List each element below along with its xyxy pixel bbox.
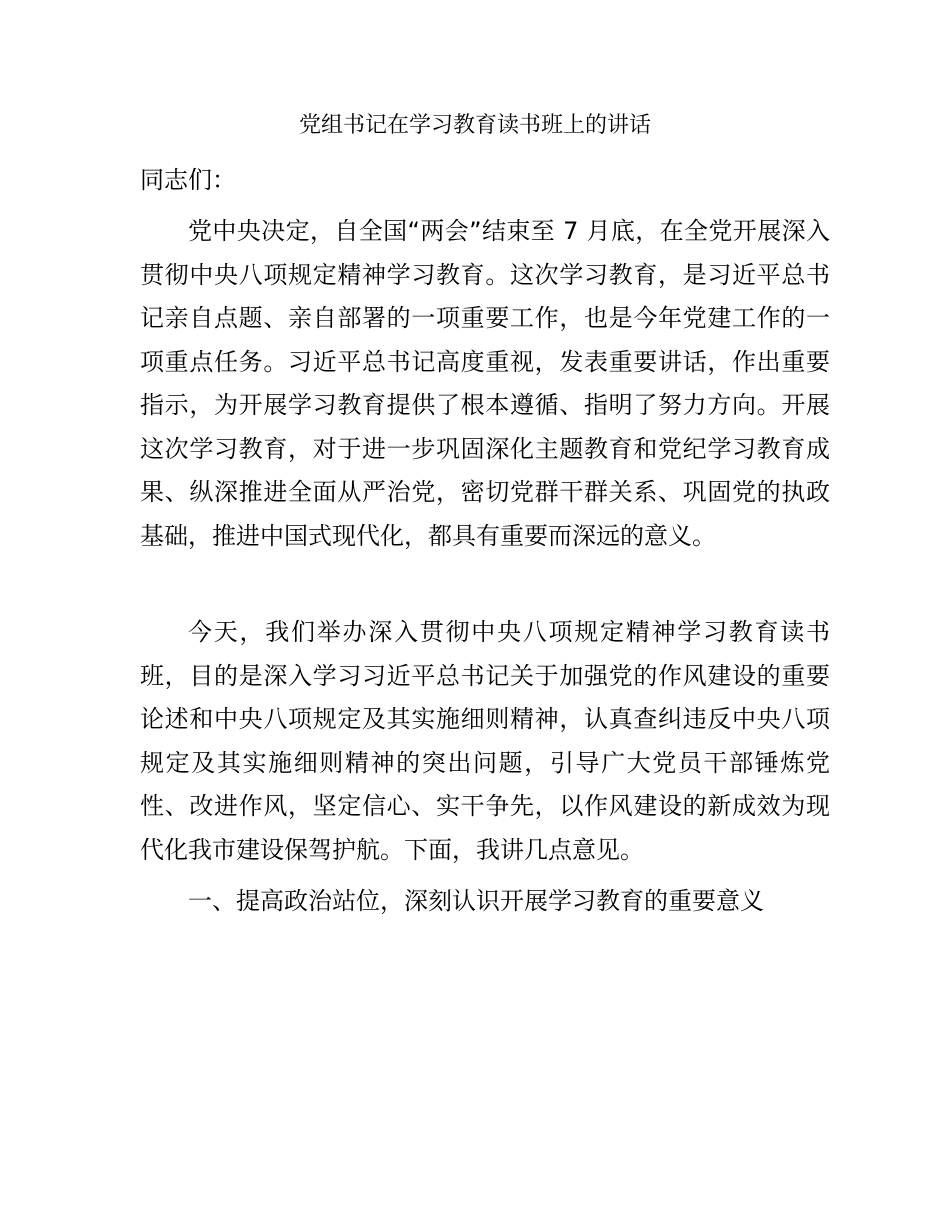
paragraph-1: 党中央决定，自全国“两会”结束至 7 月底，在全党开展深入贯彻中央八项规定精神学习教育。这次学习教育，是习近平总书记亲自点题、亲自部署的一项重要工作，也是今年党建工作的一项重点任务。习近平总书记高度重视，发表重要讲话，作出重要指示，为开展学习教育提供了根本遵循、指明了努力方向。开展这次学习教育，对于进一步巩固深化主题教育和党纪学习教育成果、纵深推进全面从严治党，密切党群干群关系、巩固党的执政基础，推进中国式现代化，都具有重要而深远的意义。 [140,217,830,550]
paragraph-2: 今天，我们举办深入贯彻中央八项规定精神学习教育读书班，目的是深入学习习近平总书记关于加强党的作风建设的重要论述和中央八项规定及其实施细则精神，认真查纠违反中央八项规定及其实施细则精神的突出问题，引导广大党员干部锤炼党性、改进作风，坚定信心、实干争先，以作风建设的新成效为现代化我市建设保驾护航。下面，我讲几点意见。 [140,618,830,864]
document-title: 党组书记在学习教育读书班上的讲话 [298,113,651,138]
salutation: 同志们： [140,166,236,194]
section-heading: 一、提高政治站位，深刻认识开展学习教育的重要意义 [188,887,764,915]
